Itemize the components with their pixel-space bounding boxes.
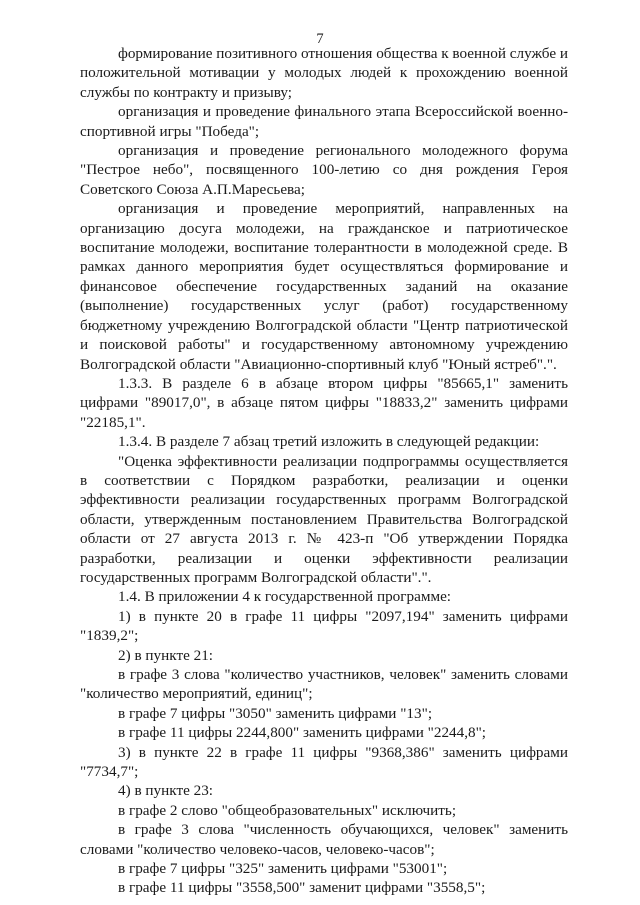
paragraph: в графе 3 слова "количество участников, человек" заменить словами "количество мероприятий, единиц"; — [80, 666, 568, 703]
paragraph: организация и проведение финального этапа Всероссийской военно-спортивной игры "Победа"; — [80, 103, 568, 140]
paragraph: 1.3.4. В разделе 7 абзац третий изложить в следующей редакции: — [118, 433, 540, 451]
paragraph: 1) в пункте 20 в графе 11 цифры "2097,194" заменить цифрами "1839,2"; — [80, 607, 568, 645]
paragraph: организация и проведение регионального молодежного форума "Пестрое небо", посвященного 100-летию со дня рождения Героя Советского Союза А.П.Маресьева; — [80, 142, 568, 198]
page-number: 7 — [316, 31, 324, 47]
paragraph: в графе 7 цифры "325" заменить цифрами "53001"; — [118, 860, 448, 878]
paragraph: в графе 7 цифры "3050" заменить цифрами "13"; — [118, 704, 433, 722]
paragraph: "Оценка эффективности реализации подпрограммы осуществляется в соответствии с Порядком разработки, реализации и оценки эффективности реализации государственных программ Волгоградской области, утвержденным постановлением Правительства Волгоградской области от 27 августа 2013 г. № 423-п "Об утверждении Порядка разработки, реализации и оценки эффективности реализации государственных программ Волгоградской области".". — [80, 452, 568, 586]
paragraph: в графе 11 цифры 2244,800" заменить цифрами "2244,8"; — [118, 724, 487, 742]
paragraph: 1.4. В приложении 4 к государственной программе: — [118, 588, 452, 606]
paragraph: организация и проведение мероприятий, направленных на организацию досуга молодежи, на гражданское и патриотическое воспитание молодежи, воспитание толерантности в молодежной среде. В рамках данного мероприятия будет осуществляться формирование и финансовое обеспечение государственных заданий на оказание (выполнение) государственных услуг (работ) государственному бюджетному учреждению Волгоградской области "Центр патриотической и поисковой работы" и государственному автономному учреждению Волгоградской области "Авиационно-спортивный клуб "Юный ястреб".". — [80, 200, 568, 373]
paragraph: 1.3.3. В разделе 6 в абзаце втором цифры "85665,1" заменить цифрами "89017,0", в абзаце пятом цифры "18833,2" заменить цифрами "22185,1". — [80, 374, 568, 431]
paragraph: в графе 2 слово "общеобразовательных" исключить; — [118, 801, 457, 819]
paragraph: в графе 3 слова "численность обучающихся, человек" заменить словами "количество человеко-часов, человеко-часов"; — [80, 821, 568, 858]
paragraph: формирование позитивного отношения общества к военной службе и положительной мотивации у молодых людей к прохождению военной службы по контракту и призыву; — [80, 45, 568, 101]
paragraph: 4) в пункте 23: — [118, 782, 214, 800]
paragraph: 3) в пункте 22 в графе 11 цифры "9368,386" заменить цифрами "7734,7"; — [80, 743, 568, 781]
document-body — [80, 44, 568, 898]
paragraph: в графе 11 цифры "3558,500" заменит цифрами "3558,5"; — [118, 879, 486, 897]
paragraph: 2) в пункте 21: — [118, 646, 214, 664]
